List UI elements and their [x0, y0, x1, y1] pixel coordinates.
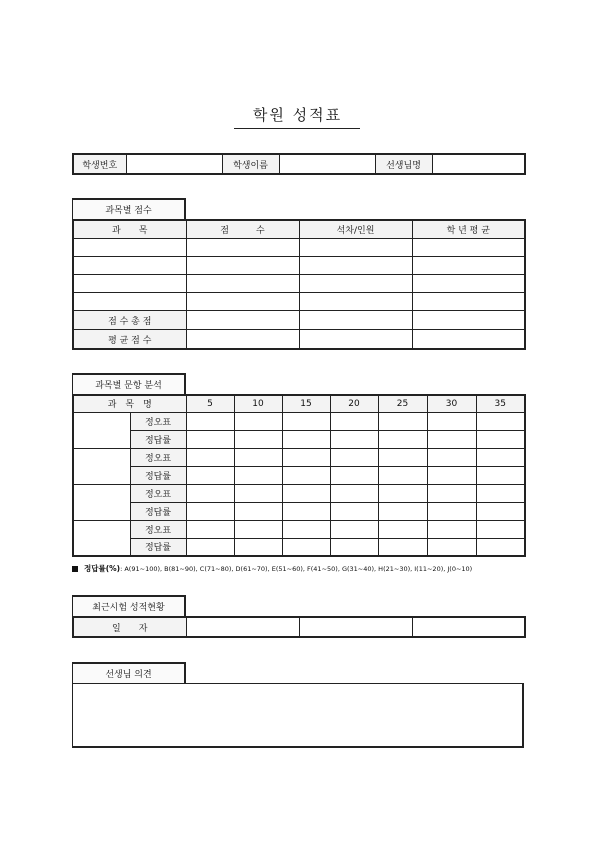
recent-section-title: 최근시험 성적현황: [92, 603, 165, 613]
analysis-section-tab: [72, 373, 186, 394]
student-no-label: 학생번호: [73, 154, 126, 174]
scores-header-subject: 과 목: [73, 220, 186, 238]
analysis-cell[interactable]: [330, 466, 378, 484]
analysis-cell[interactable]: [186, 412, 234, 430]
analysis-cell[interactable]: [427, 502, 476, 520]
analysis-cell[interactable]: [186, 520, 234, 538]
analysis-cell[interactable]: [186, 484, 234, 502]
scores-section-title: 과목별 점수: [105, 206, 152, 216]
analysis-cell[interactable]: [427, 430, 476, 448]
score-cell[interactable]: [412, 256, 525, 274]
score-cell[interactable]: [186, 256, 299, 274]
analysis-subject-cell[interactable]: [73, 448, 130, 484]
analysis-header-col: 30: [427, 395, 476, 412]
analysis-header-col: 25: [378, 395, 427, 412]
analysis-cell[interactable]: [378, 538, 427, 556]
analysis-cell[interactable]: [234, 448, 282, 466]
title-underline: [234, 128, 360, 129]
score-cell[interactable]: [412, 238, 525, 256]
analysis-cell[interactable]: [234, 520, 282, 538]
analysis-cell[interactable]: [476, 538, 525, 556]
analysis-cell[interactable]: [427, 520, 476, 538]
analysis-cell[interactable]: [282, 502, 330, 520]
analysis-cell[interactable]: [330, 502, 378, 520]
analysis-cell[interactable]: [378, 502, 427, 520]
page-title: 학원 성적표: [252, 106, 343, 124]
analysis-cell[interactable]: [378, 412, 427, 430]
total-score-label: 점 수 총 점: [73, 311, 186, 330]
analysis-cell[interactable]: [330, 430, 378, 448]
score-cell[interactable]: [186, 293, 299, 311]
score-cell[interactable]: [299, 256, 412, 274]
analysis-row-label: 정답률: [130, 430, 186, 448]
total-score-cell[interactable]: [186, 311, 299, 330]
student-info-table: [72, 153, 526, 175]
score-cell[interactable]: [299, 274, 412, 292]
analysis-header-col: 35: [476, 395, 525, 412]
analysis-cell[interactable]: [282, 520, 330, 538]
analysis-cell[interactable]: [476, 484, 525, 502]
accuracy-legend-text: : A(91~100), B(81~90), C(71~80), D(61~70), E(51~60), F(41~50), G(31~40), H(21~30), I(11~20), J(0~10): [120, 565, 473, 573]
analysis-row-label: 정답률: [130, 502, 186, 520]
analysis-row-label: 정오표: [130, 412, 186, 430]
analysis-cell[interactable]: [186, 502, 234, 520]
analysis-cell[interactable]: [186, 538, 234, 556]
analysis-cell[interactable]: [427, 412, 476, 430]
analysis-cell[interactable]: [234, 502, 282, 520]
analysis-subject-cell[interactable]: [73, 484, 130, 520]
analysis-cell[interactable]: [330, 484, 378, 502]
score-cell[interactable]: [186, 238, 299, 256]
score-cell[interactable]: [73, 274, 186, 292]
analysis-cell[interactable]: [186, 448, 234, 466]
average-score-cell[interactable]: [299, 330, 412, 349]
analysis-cell[interactable]: [282, 466, 330, 484]
analysis-cell[interactable]: [330, 520, 378, 538]
analysis-row-label: 정오표: [130, 520, 186, 538]
analysis-cell[interactable]: [427, 484, 476, 502]
analysis-header-subject: 과 목 명: [73, 395, 186, 412]
score-cell[interactable]: [412, 293, 525, 311]
accuracy-legend: [72, 563, 542, 574]
analysis-table: [72, 394, 526, 557]
analysis-subject-cell[interactable]: [73, 412, 130, 448]
analysis-cell[interactable]: [186, 466, 234, 484]
average-score-cell[interactable]: [412, 330, 525, 349]
analysis-header-col: 20: [330, 395, 378, 412]
scores-section-tab: [72, 198, 186, 219]
analysis-cell[interactable]: [476, 502, 525, 520]
teacher-opinion-field[interactable]: [72, 683, 524, 748]
score-cell[interactable]: [73, 256, 186, 274]
analysis-cell[interactable]: [282, 412, 330, 430]
recent-section-tab: [72, 595, 186, 616]
analysis-cell[interactable]: [476, 466, 525, 484]
score-cell[interactable]: [73, 293, 186, 311]
analysis-cell[interactable]: [234, 430, 282, 448]
analysis-cell[interactable]: [330, 448, 378, 466]
analysis-cell[interactable]: [427, 448, 476, 466]
analysis-header-col: 10: [234, 395, 282, 412]
analysis-cell[interactable]: [476, 412, 525, 430]
analysis-subject-cell[interactable]: [73, 520, 130, 556]
score-cell[interactable]: [186, 274, 299, 292]
recent-date-cell[interactable]: [299, 617, 412, 637]
student-no-field[interactable]: [126, 154, 222, 174]
analysis-cell[interactable]: [234, 484, 282, 502]
student-name-field[interactable]: [279, 154, 375, 174]
analysis-row-label: 정오표: [130, 448, 186, 466]
analysis-cell[interactable]: [378, 466, 427, 484]
analysis-cell[interactable]: [234, 466, 282, 484]
analysis-cell[interactable]: [234, 412, 282, 430]
analysis-cell[interactable]: [282, 430, 330, 448]
teacher-name-label: 선생님명: [375, 154, 432, 174]
analysis-section-title: 과목별 문항 분석: [95, 381, 162, 391]
score-cell[interactable]: [73, 238, 186, 256]
student-name-label: 학생이름: [222, 154, 279, 174]
analysis-cell[interactable]: [234, 538, 282, 556]
teacher-name-field[interactable]: [432, 154, 525, 174]
score-cell[interactable]: [412, 274, 525, 292]
score-cell[interactable]: [299, 238, 412, 256]
scores-header-score: 점 수: [186, 220, 299, 238]
bullet-square-icon: [72, 566, 78, 572]
average-score-label: 평 균 점 수: [73, 330, 186, 349]
scores-header-grade-average: 학 년 평 균: [412, 220, 525, 238]
analysis-cell[interactable]: [378, 448, 427, 466]
analysis-cell[interactable]: [330, 412, 378, 430]
analysis-header-col: 5: [186, 395, 234, 412]
scores-table: [72, 219, 526, 350]
analysis-cell[interactable]: [282, 538, 330, 556]
opinion-section-title: 선생님 의견: [105, 670, 152, 680]
total-score-cell[interactable]: [412, 311, 525, 330]
average-score-cell[interactable]: [186, 330, 299, 349]
score-cell[interactable]: [299, 293, 412, 311]
analysis-cell[interactable]: [427, 466, 476, 484]
analysis-row-label: 정답률: [130, 538, 186, 556]
analysis-cell[interactable]: [427, 538, 476, 556]
analysis-row-label: 정답률: [130, 466, 186, 484]
recent-date-cell[interactable]: [412, 617, 525, 637]
analysis-cell[interactable]: [186, 430, 234, 448]
recent-table: [72, 616, 526, 638]
accuracy-legend-prefix: 정답률(%): [84, 564, 121, 573]
recent-date-label: 일 자: [73, 617, 186, 637]
analysis-cell[interactable]: [282, 484, 330, 502]
total-score-cell[interactable]: [299, 311, 412, 330]
analysis-row-label: 정오표: [130, 484, 186, 502]
recent-date-cell[interactable]: [186, 617, 299, 637]
analysis-cell[interactable]: [378, 484, 427, 502]
analysis-cell[interactable]: [476, 448, 525, 466]
analysis-cell[interactable]: [282, 448, 330, 466]
analysis-cell[interactable]: [476, 520, 525, 538]
analysis-cell[interactable]: [378, 520, 427, 538]
scores-header-rank: 석차/인원: [299, 220, 412, 238]
analysis-header-col: 15: [282, 395, 330, 412]
analysis-cell[interactable]: [476, 430, 525, 448]
analysis-cell[interactable]: [378, 430, 427, 448]
analysis-cell[interactable]: [330, 538, 378, 556]
opinion-section-tab: [72, 662, 186, 683]
